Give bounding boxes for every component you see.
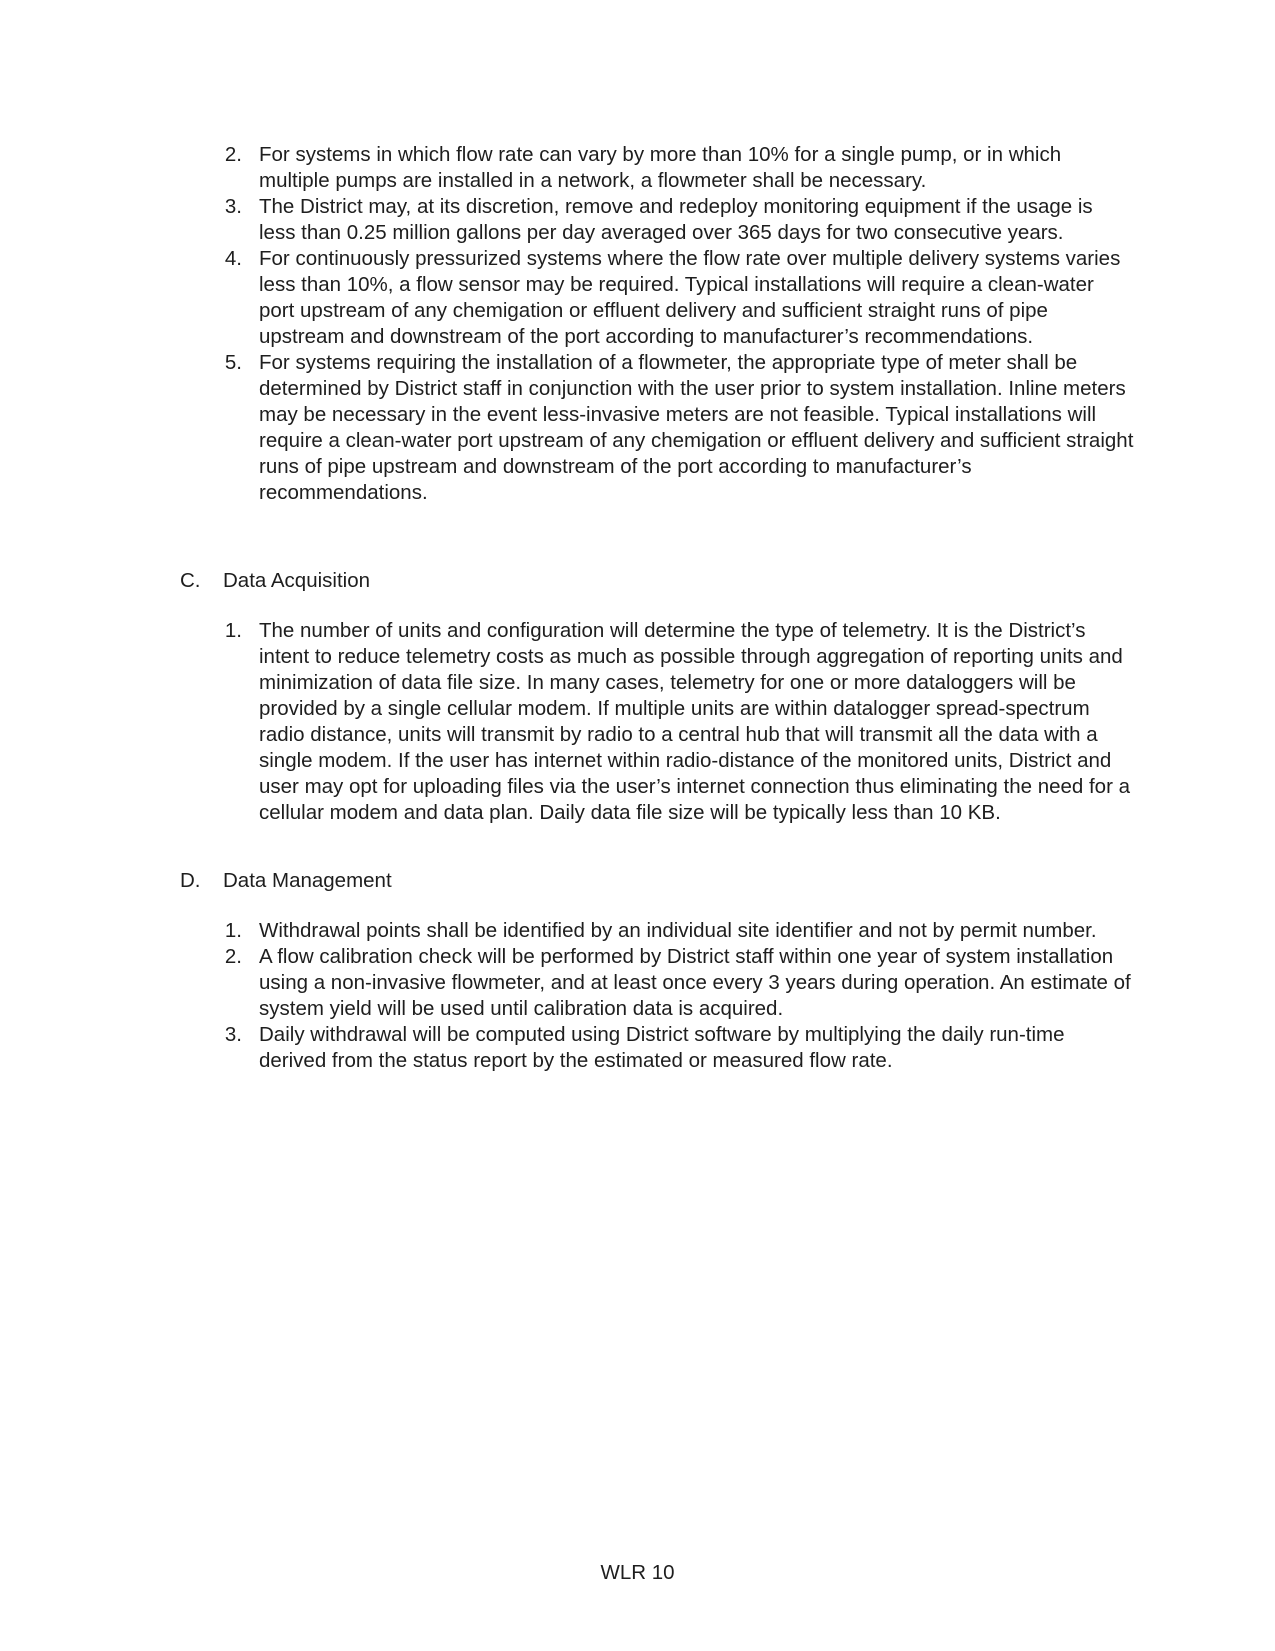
- list-item-text: Withdrawal points shall be identified by an individual site identifier and not by permit number.: [259, 919, 1097, 942]
- list-item-text: For systems in which flow rate can vary by more than 10% for a single pump, or in which multiple pumps are installed in a network, a flowmeter shall be necessary.: [259, 143, 1062, 192]
- list-item: [0, 246, 1275, 350]
- list-item-number: 4.: [224, 247, 242, 270]
- section-title: Data Acquisition: [223, 569, 371, 592]
- list-item-text: The number of units and configuration will determine the type of telemetry. It is the District’s intent to reduce telemetry costs as much as possible through aggregation of reporting units and minimization of data file size. In many cases, telemetry for one or more dataloggers will be provided by a single cellular modem. If multiple units are within datalogger spread-spectrum radio distance, units will transmit by radio to a central hub that will transmit all the data with a single modem. If the user has internet within radio-distance of the monitored units, District and user may opt for uploading files via the user’s internet connection thus eliminating the need for a cellular modem and data plan. Daily data file size will be typically less than 10 KB.: [259, 619, 1131, 824]
- list-item: [0, 618, 1275, 826]
- section-letter: D.: [180, 869, 201, 892]
- list-item-number: 1.: [224, 619, 242, 642]
- section-c-heading: [0, 568, 1275, 594]
- list-item-text: A flow calibration check will be performed by District staff within one year of system installation using a non-invasive flowmeter, and at least once every 3 years during operation. An estimate of system yield will be used until calibration data is acquired.: [259, 945, 1131, 1020]
- list-item-number: 1.: [224, 919, 242, 942]
- list-item: [0, 918, 1275, 944]
- list-item-number: 2.: [224, 945, 242, 968]
- list-item: [0, 194, 1275, 246]
- section-c-list: [0, 618, 1275, 826]
- section-d-list: [0, 918, 1275, 1074]
- list-item-number: 3.: [224, 195, 242, 218]
- list-item-number: 2.: [224, 143, 242, 166]
- section-title: Data Management: [223, 869, 392, 892]
- list-item-number: 3.: [224, 1023, 242, 1046]
- list-item-text: For systems requiring the installation of a flowmeter, the appropriate type of meter shall be determined by District staff in conjunction with the user prior to system installation. Inline meters may be necessary in the event less-invasive meters are not feasible. Typical installations will require a clean-water port upstream of any chemigation or effluent delivery and sufficient straight runs of pipe upstream and downstream of the port according to manufacturer’s recommendations.: [259, 351, 1134, 504]
- list-item-number: 5.: [224, 351, 242, 374]
- list-item: [0, 944, 1275, 1022]
- list-item: [0, 142, 1275, 194]
- section-letter: C.: [180, 569, 201, 592]
- list-item: [0, 350, 1275, 506]
- section-d-heading: [0, 868, 1275, 894]
- list-item-text: Daily withdrawal will be computed using District software by multiplying the daily run-time derived from the status report by the estimated or measured flow rate.: [259, 1023, 1065, 1072]
- page-footer-label: WLR 10: [600, 1561, 675, 1584]
- continued-list: [0, 142, 1275, 506]
- list-item: [0, 1022, 1275, 1074]
- list-item-text: The District may, at its discretion, remove and redeploy monitoring equipment if the usage is less than 0.25 million gallons per day averaged over 365 days for two consecutive years.: [259, 195, 1093, 244]
- list-item-text: For continuously pressurized systems where the flow rate over multiple delivery systems varies less than 10%, a flow sensor may be required. Typical installations will require a clean-water port upstream of any chemigation or effluent delivery and sufficient straight runs of pipe upstream and downstream of the port according to manufacturer’s recommendations.: [259, 247, 1121, 348]
